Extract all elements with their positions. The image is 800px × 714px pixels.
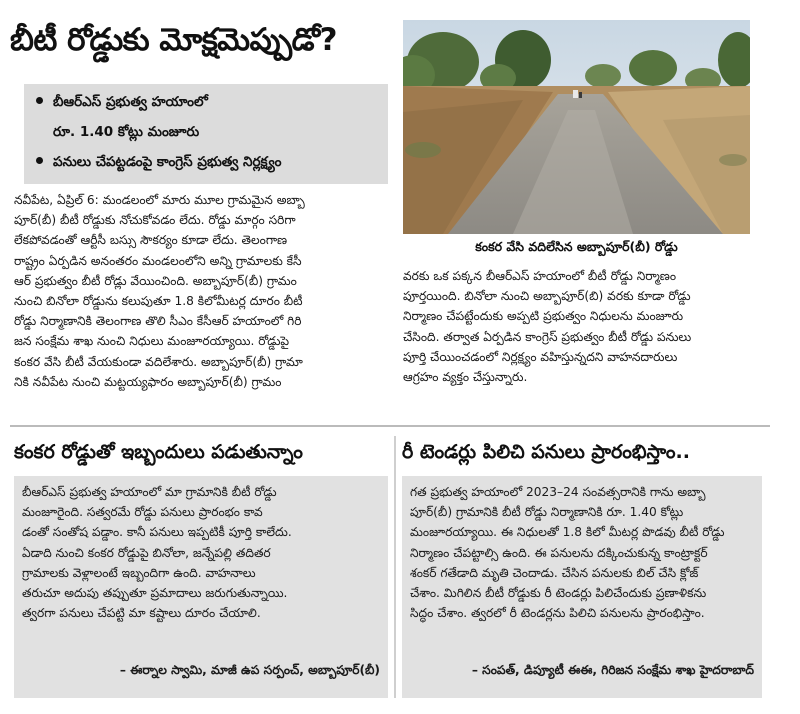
- article-line: లేకపోవడంతో ఆర్టీసీ బస్సు సౌకర్యం కూడా లేదు. తెలంగాణ: [14, 233, 288, 248]
- article-line: నికి నవీపేట నుంచి మట్టయ్యఫారం అబ్బాపూర్(బీ) గ్రామం: [14, 374, 282, 389]
- quote-line: సిద్ధం చేశాం. త్వరలో రీ టెండర్లను పిలిచి పనులను ప్రారంభిస్తాం.: [410, 606, 705, 621]
- section-divider: [10, 425, 770, 427]
- quote-line: నిర్మాణం చేపట్టాల్సి ఉంది. ఈ పనులను దక్కించుకున్న కాంట్రాక్టర్: [410, 545, 708, 560]
- quote-box-left: [14, 436, 388, 698]
- highlight-text: బీఆర్ఎస్ ప్రభుత్వ హయాంలో: [53, 94, 208, 110]
- quote-line: చేశాం. మిగిలిన బీటీ రోడ్డుకు రీ టెండర్లు పిలిచేందుకు ప్రణాళికను: [410, 586, 707, 601]
- quote-box-right: [402, 436, 762, 698]
- highlight-item-3: [36, 154, 281, 173]
- quote-line: డంతో సంతోష పడ్డాం. కానీ పనులు ఇప్పటికీ పూర్తి కాలేదు.: [22, 525, 292, 540]
- headline: బీటీ రోడ్డుకు మోక్షమెప్పుడో?: [10, 22, 337, 58]
- article-line: నిర్మాణం చేపట్టేందుకు అప్పటి ప్రభుత్వం నిధులను మంజూరు: [403, 309, 684, 324]
- quote-signature: – సంపత్, డిప్యూటీ ఈఈ, గిరిజన సంక్షేమ శాఖ హైదరాబాద్: [471, 663, 754, 677]
- article-line: చేసింది. తర్వాత ఏర్పడిన కాంగ్రెస్ ప్రభుత్వం బీటీ రోడ్డు పనులు: [403, 329, 692, 344]
- column-divider: [394, 436, 396, 698]
- quote-text: [410, 482, 754, 623]
- quote-line: మంజూరయ్యాయి. ఈ నిధులతో 1.8 కిలో మీటర్ల పొడవు బీటీ రోడ్డు: [410, 525, 725, 540]
- quote-line: త్వరగా పనులు చేపట్టి మా కష్టాలు దూరం చేయాలి.: [22, 606, 261, 621]
- article-line: పూర్(బీ) బీటీ రోడ్డుకు నోచుకోవడం లేదు. రోడ్డు మార్గం సరిగా: [14, 213, 296, 228]
- bullet-icon: [36, 97, 43, 104]
- article-line: పూర్తి చేయించడంలో నిర్లక్ష్యం వహిస్తున్నదని వాహనదారులు: [403, 349, 678, 364]
- quote-line: గ్రామాలకు వెళ్లాలంటే ఇబ్బందిగా ఉంది. వాహనాలు: [22, 565, 256, 580]
- newspaper-clipping: [10, 8, 790, 706]
- quote-line: తరుచూ అదుపు తప్పుతూ ప్రమాదాలు జరుగుతున్నాయి.: [22, 586, 288, 601]
- article-right-column: [403, 266, 753, 387]
- quote-line: గత ప్రభుత్వ హయాంలో 2023–24 సంవత్సరానికి గాను అబ్బా: [410, 485, 706, 499]
- road-photo: [403, 20, 750, 234]
- article-line: రోడ్డు నిర్మాణానికి తెలంగాణ తొలి సీఎం కేసీఆర్ హయాంలో గిరి: [14, 314, 302, 329]
- quote-line: ఏడాది నుంచి కంకర రోడ్డుపై బినోలా, జన్నేపల్లి తదితర: [22, 545, 271, 560]
- highlight-item-2: [53, 124, 199, 143]
- article-line: కంకర వేసి బీటీ వేయకుండా వదిలేశారు. అబ్బాపూర్(బీ) గ్రామా: [14, 354, 303, 369]
- article-line: వరకు ఒక పక్కన బీఆర్ఎస్ హయాంలో బీటీ రోడ్డు నిర్మాణం: [403, 269, 677, 283]
- highlight-text: పనులు చేపట్టడంపై కాంగ్రెస్ ప్రభుత్వ నిర్లక్ష్యం: [53, 154, 282, 170]
- article-line: నుంచి బినోలా రోడ్డును కలుపుతూ 1.8 కిలోమీటర్ల దూరం బీటీ: [14, 294, 303, 309]
- article-line: ఆగ్రహం వ్యక్తం చేస్తున్నారు.: [403, 370, 528, 385]
- quote-line: మంజూరైంది. సత్వరమే రోడ్డు పనులు ప్రారంభం కావ: [22, 505, 263, 520]
- quote-line: పూర్(బీ) గ్రామానికి బీటీ రోడ్డు నిర్మాణానికి రూ. 1.40 కోట్లు: [410, 505, 684, 520]
- quote-line: శంకర్ గతేడాది మృతి చెందాడు. చేసిన పనులకు బిల్ చేసి క్లోజ్: [410, 565, 699, 580]
- article-line: జన సంక్షేమ శాఖ నుంచి నిధులు మంజూరయ్యాయి. రోడ్డుపై: [14, 334, 290, 349]
- article-line: రాష్ట్రం ఏర్పడిన అనంతరం మండలంలోని అన్ని గ్రామాలకు కేసీ: [14, 253, 302, 268]
- quote-heading: రీ టెండర్లు పిలిచి పనులు ప్రారంభిస్తాం..: [402, 441, 690, 463]
- article-line: ఆర్ ప్రభుత్వం బీటీ రోడ్లు వేయించింది. అబ్బాపూర్(బీ) గ్రామం: [14, 273, 297, 288]
- highlights-box: [24, 84, 388, 184]
- article-line: నవీపేట, ఏప్రిల్ 6: మండలంలో మారు మూల గ్రామమైన అబ్బా: [14, 193, 305, 207]
- quote-body: [14, 476, 388, 698]
- highlight-item-1: [36, 94, 208, 113]
- quote-line: బీఆర్ఎస్ ప్రభుత్వ హయాంలో మా గ్రామానికి బీటీ రోడ్డు: [22, 485, 277, 499]
- bullet-icon: [36, 157, 43, 164]
- quote-signature: – ఈర్నాల స్వామి, మాజీ ఉప సర్పంచ్, అబ్బాపూర్(బీ): [119, 663, 380, 677]
- photo-caption: కంకర వేసి వదిలేసిన అబ్బాపూర్(బీ) రోడ్డు: [475, 239, 678, 254]
- highlight-text: రూ. 1.40 కోట్లు మంజూరు: [53, 124, 200, 140]
- quote-body: [402, 476, 762, 698]
- article-left-column: [14, 190, 388, 392]
- quote-heading: కంకర రోడ్డుతో ఇబ్బందులు పడుతున్నాం: [14, 441, 303, 463]
- quote-text: [22, 482, 380, 623]
- article-line: పూర్తయింది. బినోలా నుంచి అబ్బాపూర్(బి) వరకు కూడా రోడ్డు: [403, 289, 691, 304]
